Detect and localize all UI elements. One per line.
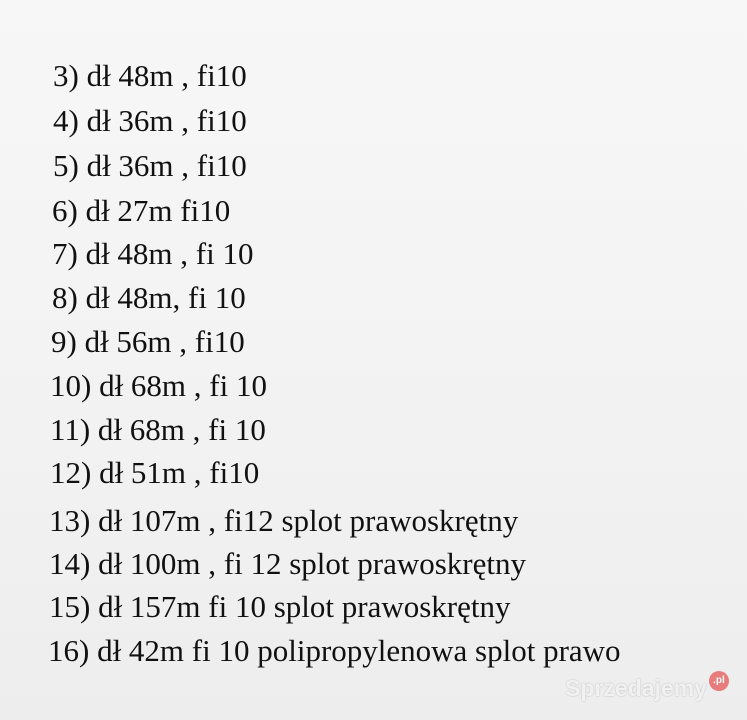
list-item: 16) dł 42m fi 10 polipropylenowa splot prawo [48, 633, 621, 668]
list-item: 4) dł 36m , fi10 [53, 103, 247, 138]
list-item: 15) dł 157m fi 10 splot prawoskrętny [49, 589, 511, 624]
list-item: 13) dł 107m , fi12 splot prawoskrętny [49, 503, 519, 538]
list-item: 14) dł 100m , fi 12 splot prawoskrętny [49, 546, 527, 581]
list-item: 8) dł 48m, fi 10 [52, 280, 246, 315]
list-item: 6) dł 27m fi10 [52, 193, 231, 228]
watermark-badge: .pl [709, 671, 729, 691]
list-item: 7) dł 48m , fi 10 [52, 236, 254, 271]
watermark-logo [565, 675, 729, 702]
list-item: 9) dł 56m , fi10 [51, 324, 245, 359]
watermark-text: Sprzedajemy [565, 675, 707, 701]
list-item: 10) dł 68m , fi 10 [50, 368, 267, 403]
list-item: 12) dł 51m , fi10 [50, 455, 260, 490]
list-item: 5) dł 36m , fi10 [53, 148, 247, 183]
list-item: 3) dł 48m , fi10 [53, 58, 247, 93]
list-item: 11) dł 68m , fi 10 [50, 412, 266, 447]
